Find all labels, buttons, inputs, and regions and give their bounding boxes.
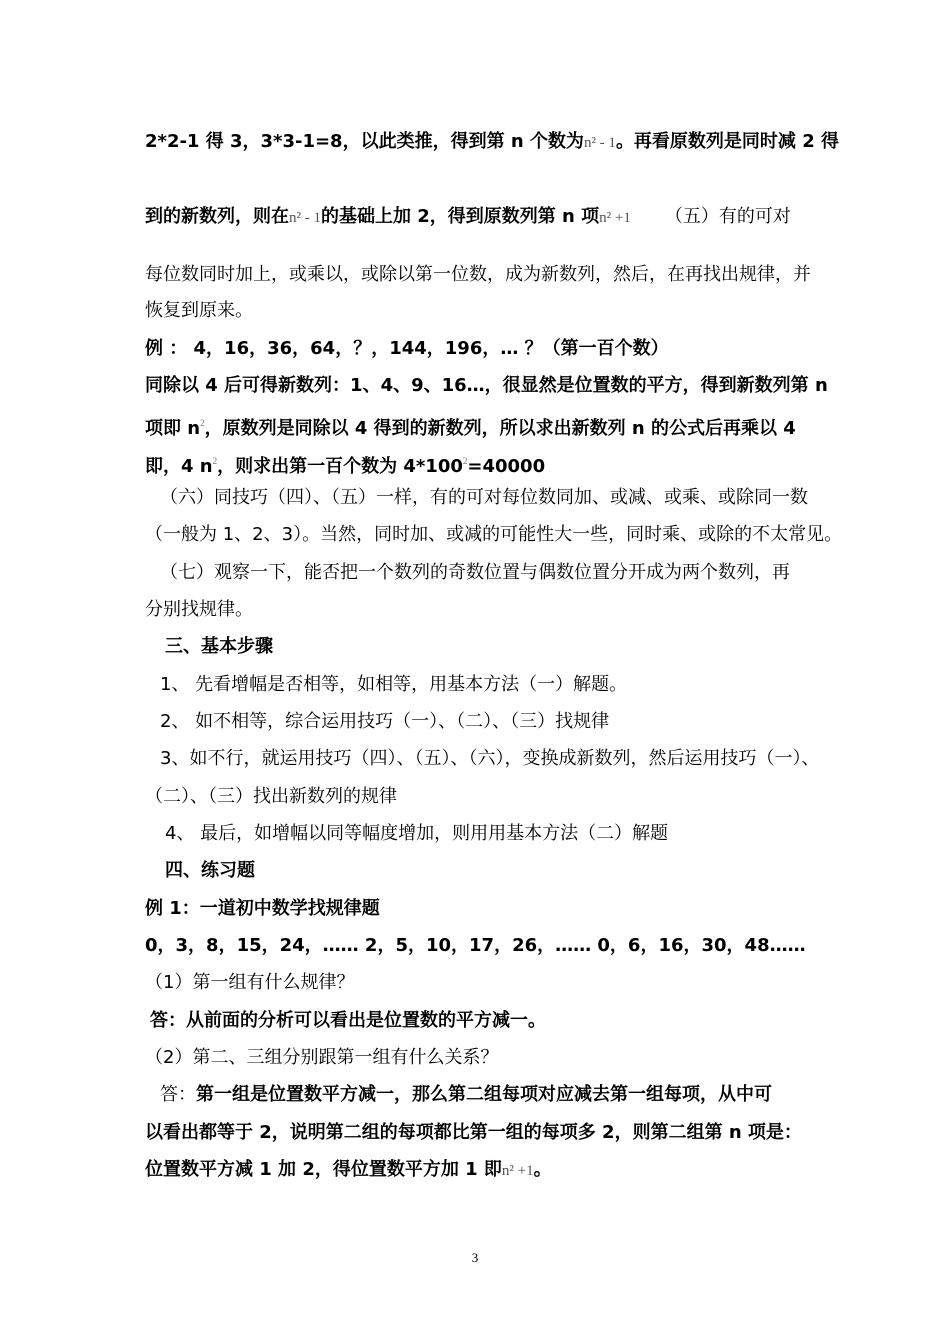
text: 的基础上加 2，得到原数列第 n 项: [321, 206, 600, 227]
text: =40000: [467, 456, 546, 477]
text: （五）有的可对: [664, 206, 791, 227]
text: 即，4 n: [145, 456, 213, 477]
superscript: 2: [462, 456, 468, 466]
text: ，则求出第一百个数为 4*100: [217, 456, 463, 477]
line-22: （1）第一组有什么规律？: [145, 972, 355, 993]
section-heading-steps: 三、基本步骤: [165, 636, 273, 657]
text: 。再看原数列是同时减 2 得: [615, 131, 839, 152]
page-number: 3: [471, 1250, 479, 1265]
line-16: 3、如不行，就运用技巧（四）、（五）、（六），变换成新数列，然后运用技巧（一）、: [160, 748, 820, 769]
line-5: 例 ： 4，16，36，64，？，144，196，… ？（第一百个数）: [145, 338, 669, 359]
text: 2*2-1 得 3，3*3-1=8，以此类推，得到第 n 个数为: [145, 131, 584, 152]
line-23: 答：从前面的分析可以看出是位置数的平方减一。: [150, 1010, 546, 1031]
line-3: 每位数同时加上，或乘以，或除以第一位数，成为新数列，然后，在再找出规律，并: [145, 264, 811, 285]
formula: n² - 1: [289, 210, 321, 226]
text: 第一组是位置数平方减一，那么第二组每项对应减去第一组每项，从中可: [196, 1084, 772, 1105]
text: 到的新数列，则在: [145, 206, 289, 227]
line-24: （2）第二、三组分别跟第一组有什么关系？: [145, 1047, 499, 1068]
section-heading-exercises: 四、练习题: [165, 860, 255, 881]
line-17: （二）、（三）找出新数列的规律: [145, 786, 397, 807]
line-10: （一般为 1、2、3）。当然，同时加、或减的可能性大一些，同时乘、或除的不太常见。: [145, 524, 843, 545]
text: 位置数平方减 1 加 2，得位置数平方加 1 即: [145, 1159, 502, 1180]
line-27: [145, 1158, 552, 1183]
line-15: 2、 如不相等，综合运用技巧（一）、（二）、（三）找规律: [160, 711, 610, 732]
line-6: 同除以 4 后可得新数列：1、4、9、16…，很显然是位置数的平方，得到新数列第 n: [145, 375, 828, 396]
line-14: 1、 先看增幅是否相等，如相等，用基本方法（一）解题。: [160, 674, 628, 695]
formula: n² - 1: [583, 135, 616, 151]
line-21: 0，3，8，15，24，…… 2，5，10，17，26，…… 0，6，16，30，48……: [145, 935, 806, 956]
superscript: 2: [212, 456, 218, 466]
text: 。: [533, 1159, 552, 1180]
text: ，原数列是同除以 4 得到的新数列，所以求出新数列 n 的公式后再乘以 4: [204, 418, 796, 439]
text: 项即 n: [145, 418, 201, 439]
formula: n² +1: [501, 1163, 534, 1179]
superscript: 2: [200, 418, 205, 428]
line-20: 例 1：一道初中数学找规律题: [145, 898, 380, 919]
line-2: [145, 205, 791, 230]
line-18: 4、 最后，如增幅以同等幅度增加，则用用基本方法（二）解题: [165, 823, 669, 844]
line-26: 以看出都等于 2，说明第二组的每项都比第一组的每项多 2，则第二组第 n 项是：: [145, 1122, 802, 1143]
line-7: [145, 411, 796, 441]
line-11: （七）观察一下，能否把一个数列的奇数位置与偶数位置分开成为两个数列，再: [160, 562, 790, 583]
formula: n² +1: [599, 210, 631, 226]
line-12: 分别找规律。: [145, 599, 253, 620]
text: 答：: [160, 1084, 196, 1105]
line-25: [160, 1083, 772, 1107]
line-8: [145, 449, 545, 479]
line-9: （六）同技巧（四）、（五）一样，有的可对每位数同加、或减、或乘、或除同一数: [160, 487, 808, 508]
line-1: [145, 130, 839, 155]
line-4: 恢复到原来。: [145, 300, 253, 321]
